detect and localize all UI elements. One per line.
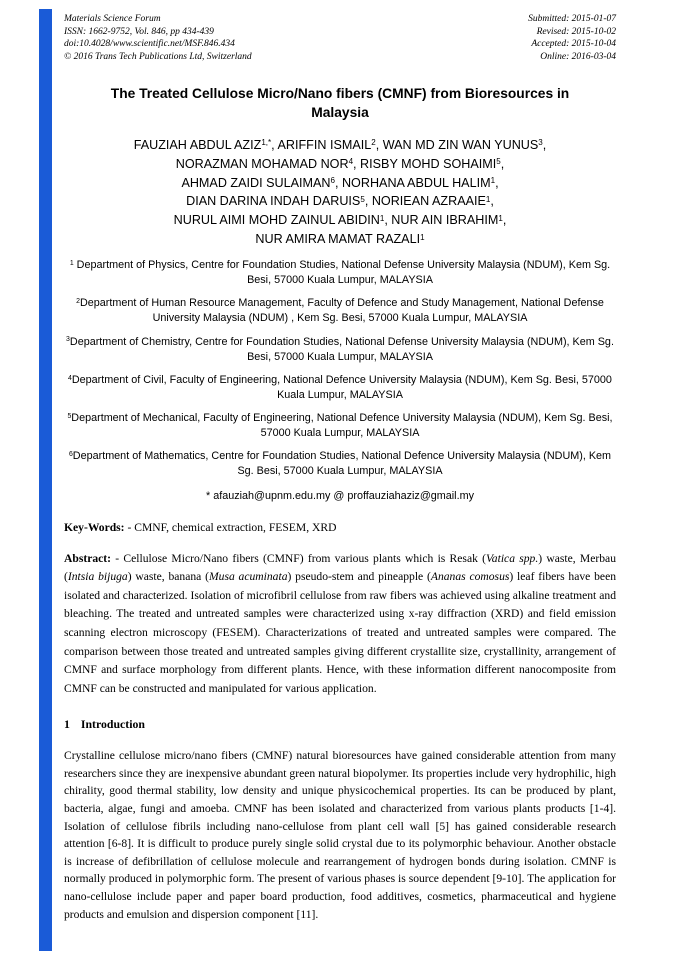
affiliation: $^1$ Department of Physics, Centre for Foundation Studies, National Defense University Malaysia (NDUM), Kem Sg. Besi, 57000 Kuala Lumpur, MALAYSIA xyxy=(69,259,611,287)
author-line: NUR AMIRA MAMAT RAZALI$^1$ xyxy=(255,232,425,247)
journal-header-line: doi:10.4028/www.scientific.net/MSF.846.434 xyxy=(64,39,235,50)
abstract-paragraph xyxy=(64,550,616,698)
journal-header-line: Revised: 2015-10-02 xyxy=(536,26,616,37)
journal-header xyxy=(64,13,616,63)
abstract-text: - Cellulose Micro/Nano fibers (CMNF) from various plants which is Resak (Vatica spp.) waste, Merbau (Intsia bijuga) waste, banana (Musa acuminata) pseudo-stem and pineapple (Ananas comosus) leaf fibers have been isolated and characterized. Isolation of microfibril cellulose from raw fibers was achieved using alkaline treatment and bleaching. The treated and untreated samples were characterized using x-ray diffraction (XRD) and field emission scanning electron microscopy (FESEM). Characterizations of treated and untreated samples were compared. The comparison between those treated and untreated samples giving different crystallite size, crystallinity, arrangement of CMNF and surface morphology from different plants. Hence, with these information different nanocomposite from CMNF can be constructed and manipulated for various application. xyxy=(64,551,617,695)
left-accent-bar xyxy=(39,9,52,951)
journal-header-line: Accepted: 2015-10-04 xyxy=(531,39,616,50)
affiliation: $^2$Department of Human Resource Management, Faculty of Defence and Study Management, National Defense University Malaysia (NDUM) , Kem Sg. Besi, 57000 Kuala Lumpur, MALAYSIA xyxy=(76,297,604,325)
author-list xyxy=(64,136,616,249)
section-number: 1 xyxy=(64,717,70,732)
author-line: AHMAD ZAIDI SULAIMAN$^6$, NORHANA ABDUL HALIM$^1$, xyxy=(181,175,499,190)
author-line: DIAN DARINA INDAH DARUIS$^5$, NORIEAN AZRAAIE$^1$, xyxy=(186,194,494,209)
affiliation-list xyxy=(64,258,616,479)
affiliation: $^3$Department of Chemistry, Centre for Foundation Studies, National Defense University Malaysia (NDUM), Kem Sg. Besi, 57000 Kuala Lumpur, MALAYSIA xyxy=(66,335,614,363)
author-line: NORAZMAN MOHAMAD NOR$^4$, RISBY MOHD SOHAIMI$^5$, xyxy=(175,156,505,171)
journal-header-left xyxy=(64,13,252,63)
journal-header-right xyxy=(528,13,616,63)
keywords-line xyxy=(64,519,616,536)
affiliation: $^6$Department of Mathematics, Centre for Foundation Studies, National Defence University Malaysia (NDUM), Kem Sg. Besi, 57000 Kuala Lumpur, MALAYSIA xyxy=(68,450,612,478)
journal-header-line: ISSN: 1662-9752, Vol. 846, pp 434-439 xyxy=(64,26,214,37)
author-line: NURUL AIMI MOHD ZAINUL ABIDIN$^1$, NUR AIN IBRAHIM$^1$, xyxy=(173,213,507,228)
paper-title: The Treated Cellulose Micro/Nano fibers (CMNF) from Bioresources in Malaysia xyxy=(110,86,570,121)
journal-header-line: © 2016 Trans Tech Publications Ltd, Switzerland xyxy=(64,51,252,62)
correspondence-line: * afauziah@upnm.edu.my @ proffauziahaziz@gmail.my xyxy=(206,490,474,503)
keywords-label: Key-Words: xyxy=(64,521,125,535)
paper-content xyxy=(64,13,616,923)
author-line: FAUZIAH ABDUL $AZIZ^{1,*}$, ARIFFIN ISMAIL$^2$, WAN MD ZIN WAN YUNUS$^3$, xyxy=(133,137,547,152)
journal-header-line: Online: 2016-03-04 xyxy=(540,51,616,62)
section-title: Introduction xyxy=(80,717,145,732)
abstract-label: Abstract: xyxy=(64,551,112,565)
affiliation: $^4$Department of Civil, Faculty of Engineering, National Defence University Malaysia (NDUM), Kem Sg. Besi, 57000 Kuala Lumpur, MALAYSIA xyxy=(68,373,612,401)
section-heading-introduction xyxy=(64,717,616,732)
journal-header-line: Submitted: 2015-01-07 xyxy=(528,14,616,24)
keywords-text: - CMNF, chemical extraction, FESEM, XRD xyxy=(124,521,337,535)
journal-header-line: Materials Science Forum xyxy=(64,14,161,24)
introduction-paragraph: Crystalline cellulose micro/nano fibers (CMNF) natural bioresources have gained considerable attention from many researchers since they are inexpensive abundant green natural biopolymer. Its properties include very hydrophilic, high chirality, good thermal stability, low density and unique physicochemical properties. Its can be produced by plant, bacteria, algae, fungi and amoeba. CMNF has been isolated and characterized from various plants products [1-4]. Isolation of cellulose fibrils including nano-cellulose from plant cell wall [5] has gained considerable research attention [6-8]. It is difficult to produce purely single solid crystal due to its polymorphic behaviour. Another obstacle is increase of defibrillation of cellulose molecule and rearrangement of hydrogen bonds during isolation. CMNF is normally produced in polymorphic form. The present of various phases is source dependent [9-10]. The application for nano-cellulose include paper and paper board production, food additives, cosmetics, pharmaceutical and hygiene products and emulsion and dispersion component [11]. xyxy=(64,749,616,921)
affiliation: $^5$Department of Mechanical, Faculty of Engineering, National Defence University Malaysia (NDUM), Kem Sg. Besi, 57000 Kuala Lumpur, MALAYSIA xyxy=(67,411,613,440)
